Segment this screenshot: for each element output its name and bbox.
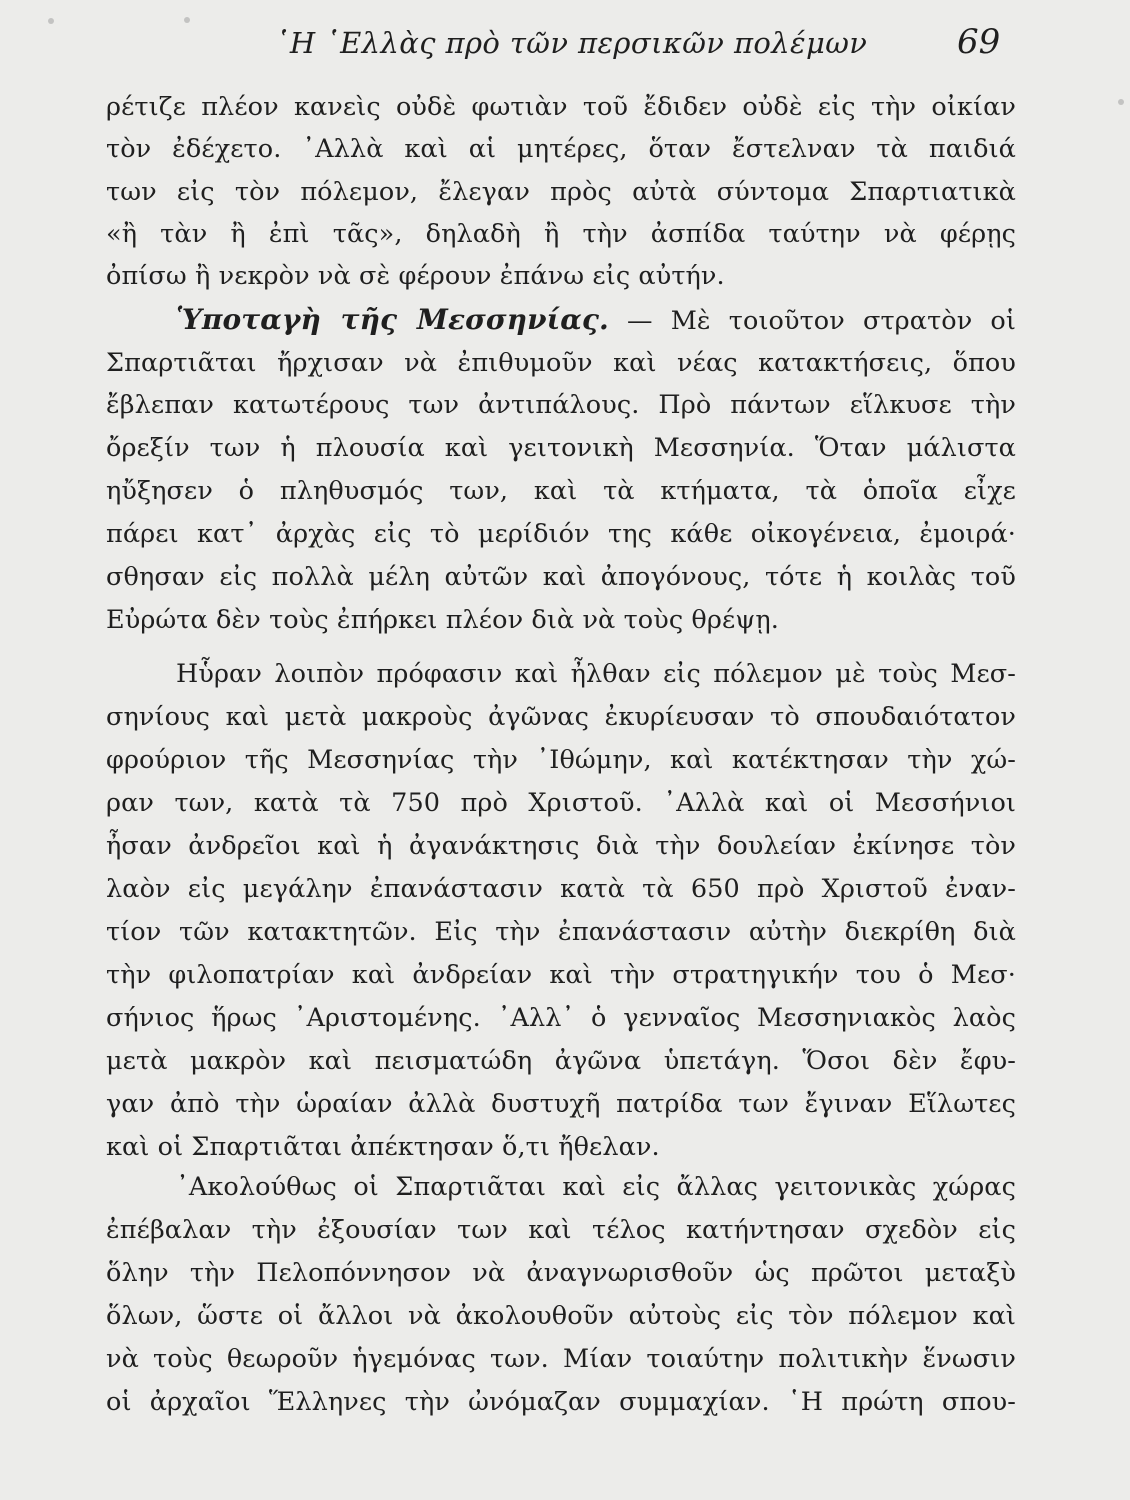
text-line: γαν ἀπὸ τὴν ὡραίαν ἀλλὰ δυστυχῆ πατρίδα των ἔγιναν Εἵλωτες — [106, 1089, 1016, 1119]
paragraph-first-line: ᾿Ακολούθως οἱ Σπαρτιᾶται καὶ εἰς ἄλλας γειτονικὰς χώρας — [176, 1172, 1016, 1202]
text-line: ἐπέβαλαν τὴν ἐξουσίαν των καὶ τέλος κατήντησαν σχεδὸν εἰς — [106, 1215, 1016, 1245]
text-line: σήνιος ἥρως ᾿Αριστομένης. ᾿Αλλ᾿ ὁ γενναῖος Μεσσηνιακὸς λαὸς — [106, 1003, 1016, 1033]
paragraph-first-line: Ηὗραν λοιπὸν πρόφασιν καὶ ἦλθαν εἰς πόλεμον μὲ τοὺς Μεσ- — [176, 659, 1016, 689]
text-line: οἱ ἀρχαῖοι Ἕλληνες τὴν ὠνόμαζαν συμμαχίαν. ῾Η πρώτη σπου- — [106, 1387, 1016, 1417]
text-line: σθησαν εἰς πολλὰ μέλη αὐτῶν καὶ ἀπογόνους, τότε ἡ κοιλὰς τοῦ — [106, 562, 1016, 592]
section-heading: Ὑποταγὴ τῆς Μεσσηνίας. — [176, 303, 609, 336]
text-line: πάρει κατ᾿ ἀρχὰς εἰς τὸ μερίδιόν της κάθε οἰκογένεια, ἐμοιρά· — [106, 519, 1016, 549]
text-line: ὅλων, ὥστε οἱ ἄλλοι νὰ ἀκολουθοῦν αὐτοὺς εἰς τὸν πόλεμον καὶ — [106, 1301, 1016, 1331]
text-line: ηὔξησεν ὁ πληθυσμός των, καὶ τὰ κτήματα, τὰ ὁποῖα εἶχε — [106, 476, 1016, 506]
text-line: μετὰ μακρὸν καὶ πεισματώδη ἀγῶνα ὑπετάγη. Ὅσοι δὲν ἔφυ- — [106, 1046, 1016, 1076]
section-heading-line — [176, 299, 1016, 341]
text-line: φρούριον τῆς Μεσσηνίας τὴν ᾿Ιθώμην, καὶ κατέκτησαν τὴν χώ- — [106, 745, 1016, 775]
text-line: των εἰς τὸν πόλεμον, ἔλεγαν πρὸς αὐτὰ σύντομα Σπαρτιατικὰ — [106, 177, 1016, 207]
text-line: ὅλην τὴν Πελοπόννησον νὰ ἀναγνωρισθοῦν ὡς πρῶτοι μεταξὺ — [106, 1258, 1016, 1288]
text-line: νὰ τοὺς θεωροῦν ἡγεμόνας των. Μίαν τοιαύτην πολιτικὴν ἕνωσιν — [106, 1344, 1016, 1374]
text-line: ὀπίσω ἢ νεκρὸν νὰ σὲ φέρουν ἐπάνω εἰς αὐτήν. — [106, 261, 725, 291]
text-line: σηνίους καὶ μετὰ μακροὺς ἀγῶνας ἐκυρίευσαν τὸ σπουδαιότατον — [106, 702, 1016, 732]
text-line: λαὸν εἰς μεγάλην ἐπανάστασιν κατὰ τὰ 650 πρὸ Χριστοῦ ἐναν- — [106, 874, 1016, 904]
heading-continuation: — Μὲ τοιοῦτον στρατὸν οἱ — [627, 306, 1016, 336]
print-speck — [48, 18, 54, 24]
text-line: Εὐρώτα δὲν τοὺς ἐπήρκει πλέον διὰ νὰ τοὺς θρέψῃ. — [106, 605, 779, 635]
print-speck — [1118, 99, 1124, 105]
text-line: τίον τῶν κατακτητῶν. Εἰς τὴν ἐπανάστασιν αὐτὴν διεκρίθη διὰ — [106, 917, 1016, 947]
running-title: ῾Η ῾Ελλὰς πρὸ τῶν περσικῶν πολέμων — [275, 26, 868, 60]
text-line: ὄρεξίν των ἡ πλουσία καὶ γειτονικὴ Μεσσηνία. Ὅταν μάλιστα — [106, 433, 1016, 463]
text-line: «ἢ τὰν ἢ ἐπὶ τᾶς», δηλαδὴ ἢ τὴν ἀσπίδα ταύτην νὰ φέρῃς — [106, 219, 1016, 249]
page-number: 69 — [957, 22, 1001, 62]
text-line: Σπαρτιᾶται ἤρχισαν νὰ ἐπιθυμοῦν καὶ νέας κατακτήσεις, ὅπου — [106, 348, 1016, 378]
text-line: ρέτιζε πλέον κανεὶς οὐδὲ φωτιὰν τοῦ ἔδιδεν οὐδὲ εἰς τὴν οἰκίαν — [106, 92, 1016, 122]
print-speck — [184, 17, 190, 23]
running-head — [0, 18, 1130, 68]
text-line: ραν των, κατὰ τὰ 750 πρὸ Χριστοῦ. ᾿Αλλὰ καὶ οἱ Μεσσήνιοι — [106, 788, 1016, 818]
text-line: τὸν ἐδέχετο. ᾿Αλλὰ καὶ αἱ μητέρες, ὅταν ἔστελναν τὰ παιδιά — [106, 134, 1016, 164]
text-line: καὶ οἱ Σπαρτιᾶται ἀπέκτησαν ὅ,τι ἤθελαν. — [106, 1132, 660, 1162]
text-line: ἦσαν ἀνδρεῖοι καὶ ἡ ἀγανάκτησις διὰ τὴν δουλείαν ἐκίνησε τὸν — [106, 831, 1016, 861]
text-line: ἔβλεπαν κατωτέρους των ἀντιπάλους. Πρὸ πάντων εἵλκυσε τὴν — [106, 390, 1016, 420]
text-line: τὴν φιλοπατρίαν καὶ ἀνδρείαν καὶ τὴν στρατηγικήν του ὁ Μεσ· — [106, 960, 1016, 990]
